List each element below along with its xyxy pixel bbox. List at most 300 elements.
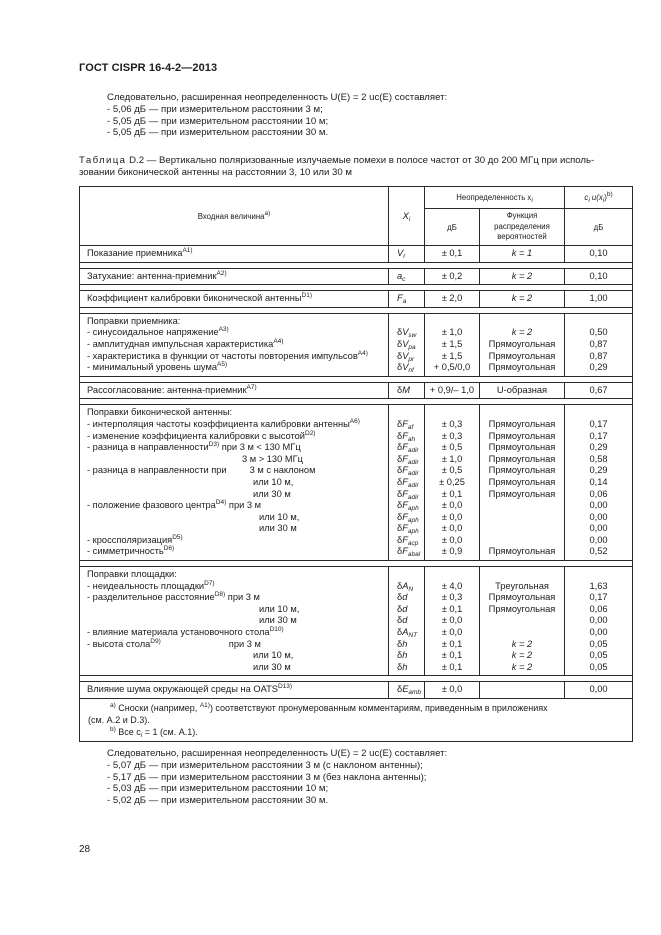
symbol-main: d — [402, 603, 408, 614]
distribution-value: Прямоугольная — [488, 350, 556, 361]
uncertainty-line — [425, 489, 479, 501]
cell-symbol — [389, 567, 425, 676]
symbol-line — [397, 419, 424, 431]
function-line — [480, 684, 564, 696]
input-label: - высота стола — [87, 638, 151, 649]
footnote-b-text: Все c — [115, 727, 141, 737]
header-input-label: Входная величина — [197, 211, 265, 221]
uncertainty-value: ± 0,5 — [441, 442, 463, 453]
distribution-value: Прямоугольная — [488, 546, 556, 557]
uncertainty-line — [425, 442, 479, 454]
ci-value: 0,50 — [589, 327, 608, 338]
header-xi — [389, 187, 425, 246]
input-line — [87, 293, 388, 305]
uncertainty-value: ± 0,0 — [441, 523, 463, 534]
cell-input — [80, 567, 389, 676]
uncertainty-line — [425, 581, 479, 593]
function-line — [480, 650, 564, 662]
input-line — [87, 339, 388, 351]
ci-value: 0,87 — [589, 350, 608, 361]
cell-symbol — [389, 382, 425, 399]
ci-value: 0,05 — [589, 661, 608, 672]
symbol-sub: r — [403, 253, 406, 260]
symbol-line — [397, 248, 424, 260]
page-header: ГОСТ CISPR 16-4-2—2013 — [79, 62, 218, 74]
symbol-main: M — [402, 384, 410, 395]
function-line — [480, 316, 564, 328]
distribution-value: k = 2 — [511, 270, 533, 281]
footnote-ref: D8) — [214, 591, 226, 599]
cell-ci — [565, 405, 633, 561]
symbol-main: F — [397, 293, 403, 304]
ci-line — [565, 650, 632, 662]
input-line — [87, 546, 388, 558]
symbol-line — [397, 489, 424, 501]
delta-prefix: δ — [397, 534, 403, 545]
symbol-sub: abal — [407, 551, 421, 559]
symbol-line — [397, 407, 424, 419]
distribution-value: k = 2 — [511, 650, 533, 661]
cell-input — [80, 291, 389, 308]
header-function-line: Функция — [506, 211, 538, 221]
distribution-value: Треугольная — [495, 580, 549, 591]
delta-prefix: δ — [397, 603, 403, 614]
cell-input — [80, 405, 389, 561]
uncertainty-value: ± 1,0 — [441, 453, 463, 464]
ci-value: 0,00 — [589, 627, 608, 638]
table-row — [80, 291, 633, 308]
input-tail: при 3 м — [228, 638, 261, 649]
input-line — [87, 271, 388, 283]
uncertainty-line — [425, 615, 479, 627]
cell-input — [80, 246, 389, 263]
function-line — [480, 407, 564, 419]
delta-prefix: δ — [397, 650, 403, 661]
cell-function — [480, 246, 565, 263]
footnotes-cell — [80, 699, 633, 742]
symbol-sub: aph — [407, 528, 419, 536]
uncertainty-value: ± 0,9 — [441, 546, 463, 557]
footnote-ref: A7) — [246, 383, 257, 391]
delta-prefix: δ — [397, 384, 403, 395]
cell-function — [480, 291, 565, 308]
function-line — [480, 535, 564, 547]
symbol-sub: sw — [408, 332, 417, 340]
input-label: или 30 м — [259, 523, 297, 534]
footnote-a-example: A1) — [199, 702, 210, 709]
input-label: - положение фазового центра — [87, 500, 216, 511]
input-line — [87, 362, 388, 374]
input-line — [87, 442, 388, 454]
cell-input — [80, 268, 389, 285]
function-line — [480, 465, 564, 477]
ci-line — [565, 362, 632, 374]
symbol-sub: aph — [407, 505, 419, 513]
delta-prefix: δ — [397, 442, 403, 453]
footnote-ref: D6) — [163, 545, 175, 553]
input-line — [87, 615, 388, 627]
symbol-main: V — [397, 248, 404, 258]
table-row — [80, 313, 633, 376]
input-line — [87, 581, 388, 593]
header-xi-sub: i — [408, 216, 411, 223]
input-label: - минимальный уровень шума — [87, 362, 218, 373]
uncertainty-line — [425, 271, 479, 283]
header-ciu-close: ) — [604, 193, 607, 202]
header-function-line: вероятностей — [497, 232, 547, 242]
function-line — [480, 327, 564, 339]
header-input — [80, 187, 389, 246]
uncertainty-line — [425, 431, 479, 443]
function-line — [480, 362, 564, 374]
uncertainty-value: ± 0,3 — [441, 418, 463, 429]
table-row — [80, 382, 633, 399]
uncertainty-value: + 0,9/– 1,0 — [429, 384, 475, 395]
symbol-sub: af — [407, 423, 414, 431]
table-caption — [79, 155, 631, 179]
input-line — [87, 454, 388, 466]
uncertainty-value: ± 0,1 — [441, 661, 463, 672]
delta-prefix: δ — [397, 453, 403, 464]
input-label: или 10 м, — [259, 511, 300, 522]
symbol-sub: pr — [408, 355, 415, 363]
ci-value: 0,00 — [589, 615, 608, 626]
symbol-main: d — [402, 615, 408, 626]
distribution-value: k = 2 — [511, 327, 533, 338]
ci-value: 0,00 — [589, 500, 608, 511]
function-line — [480, 604, 564, 616]
input-line — [87, 512, 388, 524]
ci-line — [565, 512, 632, 524]
outro-item: - 5,03 дБ — при измерительном расстоянии 10 м; — [107, 783, 329, 795]
input-label: - кроссполяризация — [87, 534, 173, 545]
symbol-sub: adir — [407, 481, 419, 489]
input-label: Поправки приемника: — [87, 315, 181, 326]
uncertainty-value: ± 0,0 — [441, 627, 463, 638]
ci-value: 1,63 — [589, 580, 608, 591]
uncertainty-line — [425, 684, 479, 696]
page-number: 28 — [79, 844, 91, 855]
cell-ci — [565, 682, 633, 699]
cell-input — [80, 313, 389, 376]
symbol-line — [397, 339, 424, 351]
symbol-line — [397, 385, 424, 397]
symbol-line — [397, 362, 424, 374]
ci-line — [565, 316, 632, 328]
footnote-ref: D7) — [204, 579, 215, 587]
symbol-line — [397, 477, 424, 489]
symbol-line — [397, 592, 424, 604]
delta-prefix: δ — [397, 476, 403, 487]
symbol-sub: acp — [407, 539, 419, 547]
cell-symbol — [389, 268, 425, 285]
ci-line — [565, 581, 632, 593]
cell-ci — [565, 567, 633, 676]
outro-lead: Следовательно, расширенная неопределенность U(E) = 2 uc(E) составляет: — [107, 748, 448, 759]
footnote-ref: D5) — [172, 533, 183, 541]
ci-line — [565, 523, 632, 535]
footnote-a — [88, 702, 626, 726]
ci-line — [565, 592, 632, 604]
symbol-main: F — [402, 465, 408, 476]
uncertainty-value: ± 1,5 — [441, 338, 463, 349]
uncertainty-line — [425, 477, 479, 489]
input-label: - разница в направленности при — [87, 465, 227, 476]
ci-value: 0,29 — [589, 442, 608, 453]
cell-input — [80, 682, 389, 699]
cell-ci — [565, 268, 633, 285]
delta-prefix: δ — [397, 511, 403, 522]
function-line — [480, 627, 564, 639]
footnote-a-text: Сноски (например, — [115, 703, 200, 713]
uncertainty-value: ± 0,0 — [441, 684, 463, 695]
uncertainty-value: ± 0,1 — [441, 650, 463, 661]
input-tail: 3 м с наклоном — [249, 465, 316, 476]
symbol-main: F — [402, 453, 408, 464]
outro-item: - 5,02 дБ — при измерительном расстоянии 30 м. — [107, 795, 329, 807]
header-ciu-sub2: i — [602, 197, 605, 204]
ci-line — [565, 684, 632, 696]
outro-paragraph — [107, 748, 447, 807]
function-line — [480, 442, 564, 454]
footnote-ref: A2) — [216, 269, 227, 277]
input-label: Поправки биконической антенны: — [87, 407, 233, 418]
uncertainty-value: ± 0,2 — [441, 270, 463, 281]
input-label: или 30 м — [253, 488, 291, 499]
symbol-main: h — [402, 638, 408, 649]
input-line — [87, 385, 388, 397]
function-line — [480, 339, 564, 351]
footnote-ref: A4) — [273, 337, 284, 345]
ci-line — [565, 407, 632, 419]
ci-value: 0,00 — [589, 684, 608, 695]
symbol-line — [397, 316, 424, 328]
delta-prefix: δ — [397, 661, 403, 672]
delta-prefix: δ — [397, 465, 403, 476]
symbol-sub: N — [408, 585, 414, 593]
ci-line — [565, 351, 632, 363]
ci-value: 0,00 — [589, 523, 608, 534]
input-line — [87, 465, 388, 477]
ci-line — [565, 293, 632, 305]
table-row — [80, 682, 633, 699]
uncertainty-line — [425, 662, 479, 674]
uncertainty-line — [425, 419, 479, 431]
symbol-line — [397, 293, 424, 305]
function-line — [480, 569, 564, 581]
function-line — [480, 293, 564, 305]
cell-symbol — [389, 405, 425, 561]
uncertainty-line — [425, 592, 479, 604]
function-line — [480, 615, 564, 627]
symbol-main: A — [402, 627, 409, 638]
input-tail: при 3 м < 130 МГц — [219, 442, 301, 453]
function-line — [480, 271, 564, 283]
uncertainty-line — [425, 316, 479, 328]
intro-lead: Следовательно, расширенная неопределенность U(E) = 2 uc(E) составляет: — [107, 92, 448, 103]
function-line — [480, 431, 564, 443]
delta-prefix: δ — [397, 580, 403, 591]
symbol-line — [397, 535, 424, 547]
delta-prefix: δ — [397, 615, 403, 626]
distribution-value: U-образная — [496, 384, 548, 395]
input-line — [87, 535, 388, 547]
intro-item: - 5,05 дБ — при измерительном расстоянии 10 м; — [107, 115, 329, 127]
symbol-line — [397, 581, 424, 593]
cell-uncertainty — [425, 682, 480, 699]
input-line — [87, 592, 388, 604]
distribution-value: Прямоугольная — [488, 603, 556, 614]
uncertainty-line — [425, 627, 479, 639]
ci-value: 0,06 — [589, 488, 608, 499]
distribution-value: k = 2 — [511, 638, 533, 649]
uncertainty-line — [425, 650, 479, 662]
symbol-main: F — [402, 500, 408, 511]
input-line — [87, 351, 388, 363]
header-db2 — [565, 209, 633, 246]
header-ciu-u: u(x — [589, 193, 603, 202]
symbol-main: F — [402, 476, 408, 487]
input-label: Поправки площадки: — [87, 569, 177, 580]
ci-value: 0,17 — [589, 418, 608, 429]
ci-value: 0,52 — [589, 546, 608, 557]
header-xi-symbol: X — [402, 211, 409, 221]
delta-prefix: δ — [397, 500, 403, 511]
uncertainty-value: ± 0,0 — [441, 615, 463, 626]
header-ciu — [565, 187, 633, 209]
outro-item: - 5,17 дБ — при измерительном расстоянии 3 м (без наклона антенны); — [107, 771, 427, 783]
uncertainty-value: ± 0,3 — [441, 430, 463, 441]
footnote-ref: A3) — [218, 326, 229, 334]
header-row — [80, 187, 633, 209]
cell-uncertainty — [425, 246, 480, 263]
caption-number: D.2 — [129, 155, 145, 166]
input-label: 3 м > 130 МГц — [242, 453, 303, 464]
uncertainty-value: + 0,5/0,0 — [433, 362, 471, 373]
symbol-sub: aph — [407, 516, 419, 524]
footnote-ref: D9) — [150, 637, 161, 645]
symbol-main: F — [402, 546, 408, 557]
uncertainty-value: ± 0,1 — [441, 248, 463, 258]
cell-symbol — [389, 682, 425, 699]
cell-uncertainty — [425, 313, 480, 376]
distribution-value: Прямоугольная — [488, 465, 556, 476]
function-line — [480, 500, 564, 512]
symbol-line — [397, 442, 424, 454]
uncertainty-value: ± 1,5 — [441, 350, 463, 361]
input-label: или 30 м — [259, 615, 297, 626]
symbol-main: h — [402, 650, 408, 661]
delta-prefix: δ — [397, 327, 403, 338]
uncertainty-value: ± 0,0 — [441, 500, 463, 511]
distribution-value: k = 2 — [511, 293, 533, 304]
ci-value: 0,00 — [589, 534, 608, 545]
ci-value: 0,29 — [589, 465, 608, 476]
distribution-value: Прямоугольная — [488, 338, 556, 349]
ci-value: 0,58 — [589, 453, 608, 464]
ci-line — [565, 454, 632, 466]
footnote-b-text: = 1 (см. A.1). — [142, 727, 198, 737]
cell-function — [480, 382, 565, 399]
input-label: Рассогласование: антенна-приемник — [87, 384, 247, 395]
input-line — [87, 569, 388, 581]
cell-function — [480, 313, 565, 376]
ci-value: 0,05 — [589, 638, 608, 649]
cell-ci — [565, 313, 633, 376]
cell-function — [480, 268, 565, 285]
ci-line — [565, 385, 632, 397]
uncertainty-value: ± 0,1 — [441, 603, 463, 614]
delta-prefix: δ — [397, 338, 403, 349]
symbol-main: E — [402, 684, 409, 695]
ci-line — [565, 639, 632, 651]
uncertainty-line — [425, 535, 479, 547]
input-label: - разделительное расстояние — [87, 592, 215, 603]
input-label: или 30 м — [253, 661, 291, 672]
input-label: - характеристика в функции от частоты повторения импульсов — [87, 350, 358, 361]
function-line — [480, 489, 564, 501]
uncertainty-line — [425, 569, 479, 581]
delta-prefix: δ — [397, 523, 403, 534]
delta-prefix: δ — [397, 418, 403, 429]
delta-prefix: δ — [397, 488, 403, 499]
distribution-value: k = 1 — [511, 248, 533, 258]
function-line — [480, 639, 564, 651]
input-line — [87, 489, 388, 501]
intro-item: - 5,05 дБ — при измерительном расстоянии 30 м. — [107, 127, 329, 139]
input-label: - неидеальность площадки — [87, 580, 205, 591]
symbol-main: V — [402, 350, 409, 361]
input-line — [87, 639, 388, 651]
ci-value: 0,10 — [589, 248, 608, 258]
uncertainty-value: ± 0,3 — [441, 592, 463, 603]
ci-line — [565, 327, 632, 339]
footnote-ref: D1) — [301, 292, 313, 300]
delta-prefix: δ — [397, 627, 403, 638]
symbol-sub: a — [402, 298, 407, 306]
input-label: Показание приемника — [87, 248, 183, 258]
ci-value: 0,14 — [589, 476, 608, 487]
header-input-note: a) — [264, 209, 271, 217]
input-label: или 10 м, — [253, 476, 294, 487]
uncertainty-line — [425, 385, 479, 397]
distribution-value: Прямоугольная — [488, 442, 556, 453]
symbol-line — [397, 627, 424, 639]
input-label: - изменение коэффициента калибровки с высотой — [87, 430, 305, 441]
delta-prefix: δ — [397, 592, 403, 603]
uncertainty-table — [79, 186, 633, 742]
footnote-ref: D3) — [208, 441, 220, 449]
delta-prefix: δ — [397, 362, 403, 373]
cell-symbol — [389, 313, 425, 376]
footnote-ref: A1) — [182, 247, 193, 254]
outro-item: - 5,07 дБ — при измерительном расстоянии 3 м (с наклоном антенны); — [107, 759, 423, 771]
footnote-ref: A4) — [357, 349, 368, 357]
table-row — [80, 567, 633, 676]
symbol-main: A — [402, 580, 409, 591]
table-row — [80, 405, 633, 561]
ci-line — [565, 489, 632, 501]
input-line — [87, 327, 388, 339]
footnote-a-text: ) соответствуют пронумерованным комментариям, приведенным в приложениях — [209, 703, 548, 713]
input-tail: при 3 м — [226, 500, 262, 511]
ci-value: 1,00 — [589, 293, 608, 304]
caption-text-2: зовании биконической антенны на расстоянии 3, 10 или 30 м — [79, 167, 352, 178]
uncertainty-line — [425, 293, 479, 305]
symbol-sub: c — [402, 275, 406, 283]
uncertainty-line — [425, 604, 479, 616]
function-line — [480, 662, 564, 674]
